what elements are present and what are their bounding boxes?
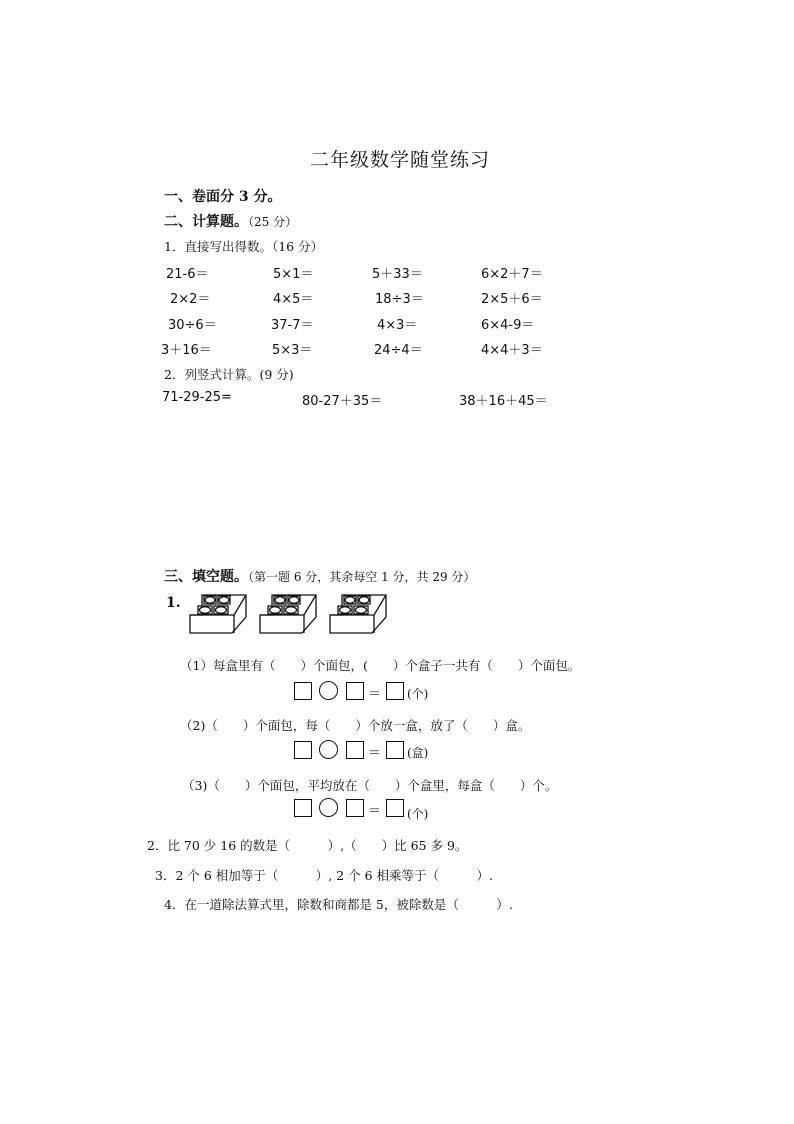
answer-box[interactable] [386,682,404,700]
answer-box[interactable] [346,799,364,817]
section-3-heading [164,566,475,586]
question-3-3: 3．2 个 6 相加等于（ ）, 2 个 6 相乘等于（ ）. [155,868,494,883]
section-3-label: 三、填空题。 [164,569,248,585]
question-3-2: 2．比 70 少 16 的数是（ ）,（ ）比 65 多 9。 [147,838,468,853]
answer-box[interactable] [294,741,312,759]
calc-item: 5×3＝ [272,343,313,358]
bread-box-icon [260,595,316,633]
calc-item: 37-7＝ [271,318,314,333]
answer-box[interactable] [346,682,364,700]
page-title: 二年级数学随堂练习 [310,149,491,171]
section-2-heading [164,211,297,231]
calc-item: 18÷3＝ [375,292,424,307]
vertical-calc-item: 71-29-25= [162,390,232,405]
section-2-label: 二、计算题。 [164,214,248,230]
question-2-1-label: 1．直接写出得数。（16 分） [164,239,324,254]
operator-circle[interactable] [319,740,338,759]
unit-label: (盒) [407,746,429,760]
vertical-calc-item: 38＋16＋45＝ [459,394,548,409]
question-3-1-part-1: （1）每盒里有（ ）个面包，( ）个盒子一共有（ ）个面包。 [180,658,581,673]
vertical-calc-item: 80-27＋35＝ [302,394,383,409]
answer-box[interactable] [294,799,312,817]
calc-item: 5×1＝ [273,267,314,282]
calc-item: 5＋33＝ [372,267,423,282]
calc-item: 2×2＝ [170,292,211,307]
answer-box[interactable] [346,741,364,759]
section-3-score: （第一题 6 分，其余每空 1 分，共 29 分） [248,570,476,584]
operator-circle[interactable] [319,681,338,700]
equals-sign: ＝ [368,746,382,761]
bread-box-icon [190,595,246,633]
question-3-4: 4．在一道除法算式里，除数和商都是 5，被除数是（ ）. [164,897,513,912]
bread-box-icon [330,595,386,633]
calc-item: 21-6＝ [166,267,209,282]
unit-label: (个) [407,687,429,701]
equals-sign: ＝ [368,687,382,702]
bread-boxes-illustration [188,591,388,639]
section-2-score: （25 分） [248,215,298,229]
equals-sign: ＝ [368,804,382,819]
unit-label: (个) [407,807,429,821]
section-1-heading: 一、卷面分 3 分。 [164,189,282,205]
question-3-1-part-2: （2)（ ）个面包，每（ ）个放一盒，放了（ ）盒。 [180,718,531,733]
calc-item: 6×4-9＝ [481,318,535,333]
operator-circle[interactable] [319,798,338,817]
calc-item: 6×2＋7＝ [481,267,543,282]
calc-item: 3＋16＝ [161,343,212,358]
answer-box[interactable] [386,799,404,817]
calc-item: 30÷6＝ [168,318,217,333]
calc-item: 4×3＝ [377,318,418,333]
answer-box[interactable] [386,741,404,759]
question-3-1-part-3: （3)（ ）个面包，平均放在（ ）个盒里，每盒（ ）个。 [182,778,558,793]
question-3-1-number: 1. [166,595,181,611]
calc-item: 4×4＋3＝ [481,343,543,358]
answer-box[interactable] [294,682,312,700]
question-2-2-label: 2．列竖式计算。(9 分) [164,367,294,382]
calc-item: 2×5＋6＝ [481,292,543,307]
calc-item: 24÷4＝ [374,343,423,358]
calc-item: 4×5＝ [273,292,314,307]
